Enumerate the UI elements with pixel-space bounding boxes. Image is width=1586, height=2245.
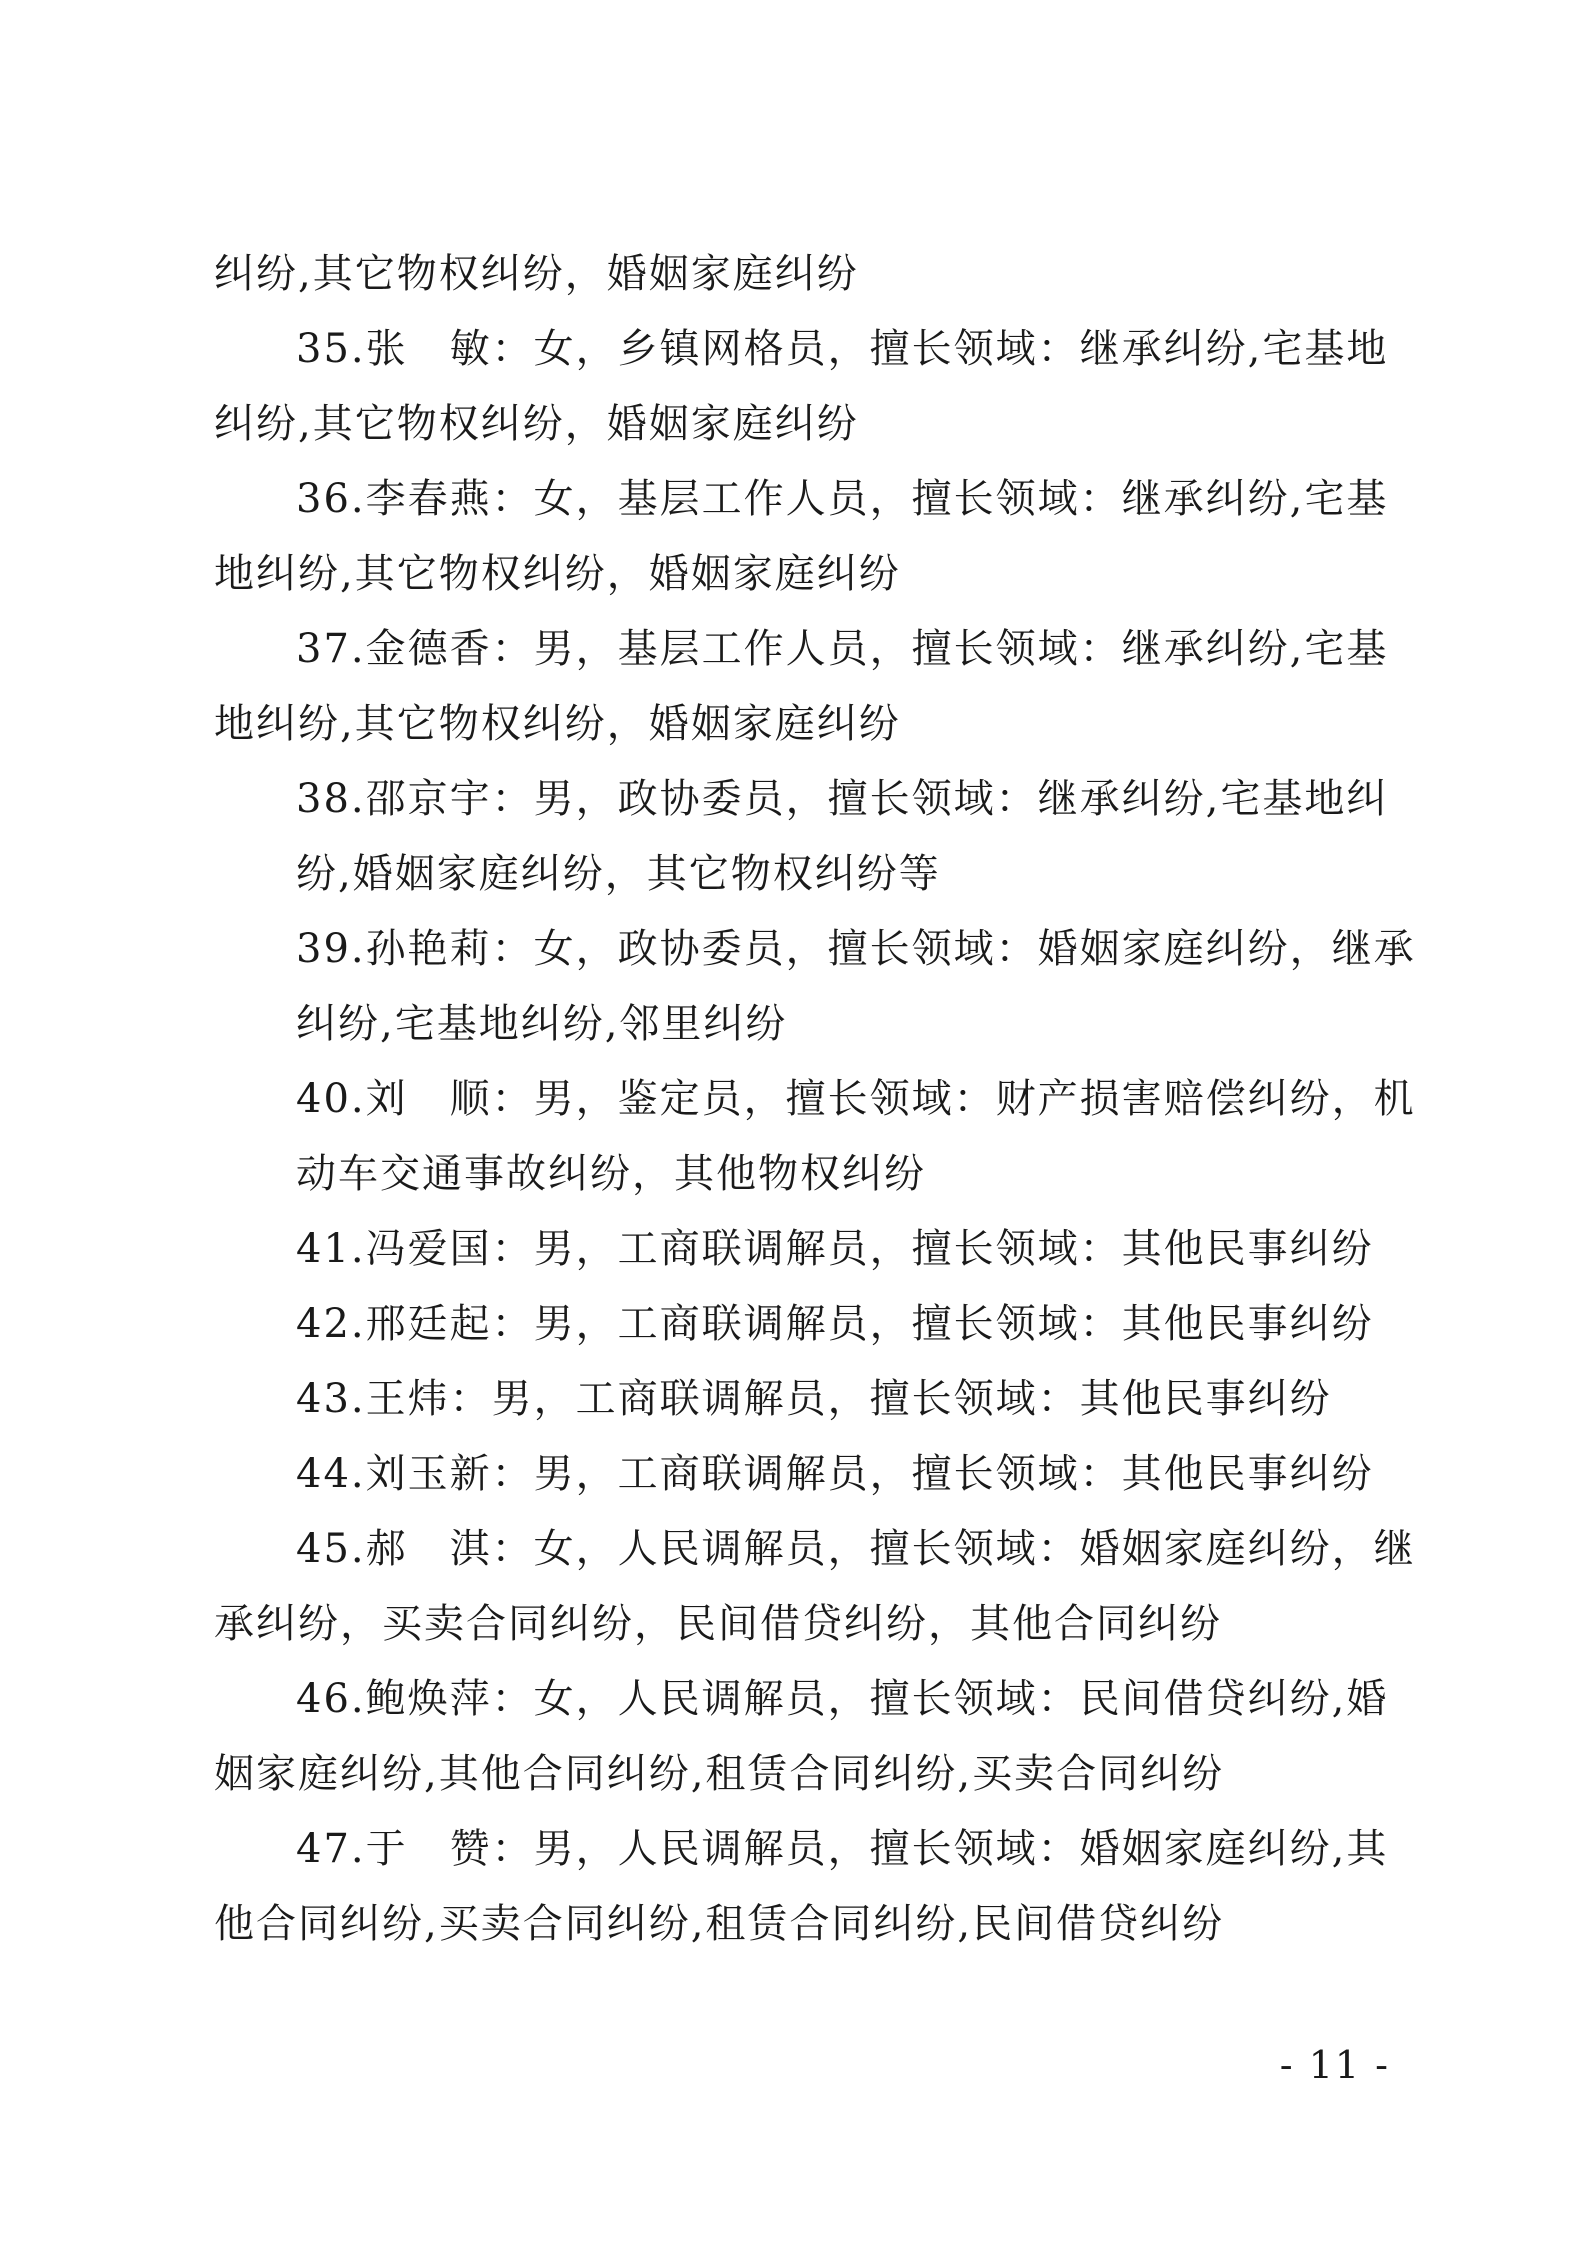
entry-45-line-2: 承纠纷，买卖合同纠纷，民间借贷纠纷，其他合同纠纷 bbox=[214, 1601, 1222, 1647]
page-number: - 11 - bbox=[1279, 2043, 1390, 2087]
entry-35-line-2: 纠纷,其它物权纠纷，婚姻家庭纠纷 bbox=[214, 401, 859, 447]
entry-37-line-2: 地纠纷,其它物权纠纷，婚姻家庭纠纷 bbox=[214, 701, 901, 747]
entry-47-line-2: 他合同纠纷,买卖合同纠纷,租赁合同纠纷,民间借贷纠纷 bbox=[214, 1901, 1225, 1947]
entry-40-line-1: 40.刘 顺：男，鉴定员，擅长领域：财产损害赔偿纠纷，机 bbox=[296, 1076, 1416, 1122]
entry-40-line-2: 动车交通事故纠纷，其他物权纠纷 bbox=[296, 1151, 926, 1197]
entry-43-line: 43.王炜：男，工商联调解员，擅长领域：其他民事纠纷 bbox=[296, 1376, 1332, 1422]
entry-37-line-1: 37.金德香：男，基层工作人员，擅长领域：继承纠纷,宅基 bbox=[296, 626, 1389, 672]
entry-47-line-1: 47.于 赞：男，人民调解员，擅长领域：婚姻家庭纠纷,其 bbox=[296, 1826, 1389, 1872]
entry-41-line: 41.冯爱国：男，工商联调解员，擅长领域：其他民事纠纷 bbox=[296, 1226, 1374, 1272]
entry-36-line-1: 36.李春燕：女，基层工作人员，擅长领域：继承纠纷,宅基 bbox=[296, 476, 1389, 522]
entry-42-line: 42.邢廷起：男，工商联调解员，擅长领域：其他民事纠纷 bbox=[296, 1301, 1374, 1347]
entry-39-line-2: 纠纷,宅基地纠纷,邻里纠纷 bbox=[296, 1001, 788, 1047]
entry-36-line-2: 地纠纷,其它物权纠纷，婚姻家庭纠纷 bbox=[214, 551, 901, 597]
entry-45-line-1: 45.郝 淇：女，人民调解员，擅长领域：婚姻家庭纠纷，继 bbox=[296, 1526, 1416, 1572]
entry-44-line: 44.刘玉新：男，工商联调解员，擅长领域：其他民事纠纷 bbox=[296, 1451, 1374, 1497]
entry-46-line-2: 姻家庭纠纷,其他合同纠纷,租赁合同纠纷,买卖合同纠纷 bbox=[214, 1751, 1225, 1797]
entry-38-line-1: 38.邵京宇：男，政协委员，擅长领域：继承纠纷,宅基地纠 bbox=[296, 776, 1389, 822]
entry-39-line-1: 39.孙艳莉：女，政协委员，擅长领域：婚姻家庭纠纷，继承 bbox=[296, 926, 1416, 972]
text-line: 纠纷,其它物权纠纷，婚姻家庭纠纷 bbox=[214, 251, 859, 297]
entry-35-line-1: 35.张 敏：女，乡镇网格员，擅长领域：继承纠纷,宅基地 bbox=[296, 326, 1389, 372]
entry-38-line-2: 纷,婚姻家庭纠纷，其它物权纠纷等 bbox=[296, 851, 941, 897]
entry-46-line-1: 46.鲍焕萍：女，人民调解员，擅长领域：民间借贷纠纷,婚 bbox=[296, 1676, 1389, 1722]
